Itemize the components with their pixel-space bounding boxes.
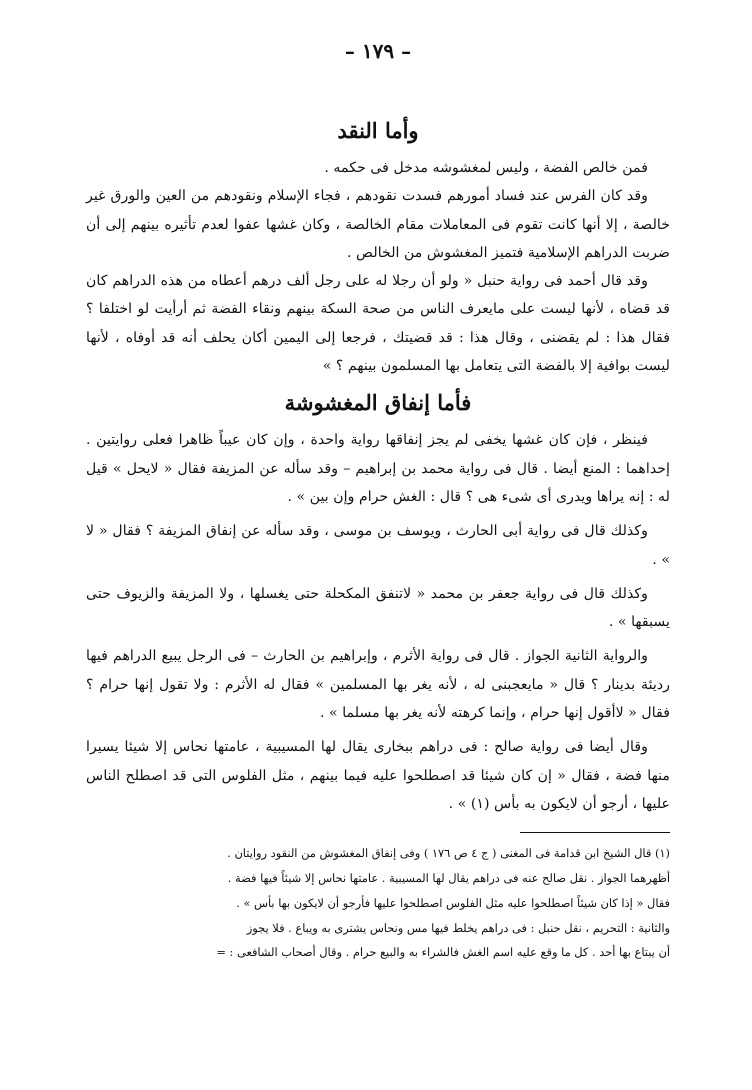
footnote-line: أن يبتاع بها أحد . كل ما وقع عليه اسم الغش فالشراء به والبيع حرام . وقال أصحاب الشافعى : = (216, 945, 670, 960)
section-title-currency: وأما النقد (337, 118, 419, 143)
paragraph-abu-harith: وكذلك قال فى رواية أبى الحارث ، ويوسف بن موسى ، وقد سأله عن إنفاق المزيفة ؟ فقال « لا » . (86, 523, 670, 568)
paragraph-silver: فمن خالص الفضة ، وليس لمغشوشه مدخل فى حكمه . (324, 160, 648, 176)
footnote-line: والثانية : التحريم ، نقل حنبل : فى دراهم يخلط فيها مس ونحاس يشترى به ويباع . فلا يجوز (246, 920, 670, 935)
footnote-line: (١) قال الشيخ ابن قدامة فى المغنى ( ج ٤ ص ١٧٦ ) وفى إنفاق المغشوش من النقود روايتان . (227, 846, 670, 861)
section-title-counterfeit: فأما إنفاق المغشوشة (284, 390, 472, 416)
footnotes (86, 841, 670, 965)
paragraph-second-narration: والرواية الثانية الجواز . قال فى رواية الأثرم ، وإبراهيم بن الحارث – فى الرجل يبيع الدراهم فيها رديئة بدينار ؟ قال « مايعجبنى له ، لأنه يغر بها المسلمين » فقال له الأثرم : ولا تقول إنها حرام ؟ فقال « لاأقول إنها حرام ، وإنما كرهته لأنه يغر بها مسلما » . (86, 648, 670, 722)
page-number: – ١٧٩ – (344, 39, 412, 63)
footnote-divider (520, 832, 670, 833)
footnote-line: فقال « إذا كان شيئاً اصطلحوا عليه مثل الفلوس اصطلحوا عليها فأرجو أن لايكون بها بأس » . (236, 895, 670, 910)
footnote-line: أظهرهما الجواز . نقل صالح عنه فى دراهم يقال لها المسيبية . عامتها نحاس إلا شيئاً فيها فضة . (227, 871, 670, 886)
paragraph-persians: وقد كان الفرس عند فساد أمورهم فسدت نقودهم ، فجاء الإسلام ونقودهم من العين والورق غير خالصة ، إلا أنها كانت تقوم فى المعاملات مقام الخالصة ، وكان غشها عفوا لعدم تأثيره بينهم إلى أن ضربت الدراهم الإسلامية فتميز المغشوش من الخالص . (86, 188, 670, 261)
paragraph-jafar: وكذلك قال فى رواية جعفر بن محمد « لاتنفق المكحلة حتى يغسلها ، ولا المزيفة والزيوف حتى يسبقها » . (86, 585, 670, 631)
paragraph-ahmad-hanbal: وقد قال أحمد فى رواية حنبل « ولو أن رجلا له على رجل ألف درهم أعطاه من هذه الدراهم كان قد قضاه ، لأنها ليست على مايعرف الناس من صحة السكة بينهم ونقاء الفضة ثم أرأيت لو اختلفا ؟ فقال هذا : لم يقضنى ، وقال هذا : قد قضيتك ، فرجعا إلى اليمين أكان يحلف أنه قد أوفاه ، لأنها ليست بوافية إلا بالفضة التى يتعامل بها المسلمون بينهم ؟ » (86, 273, 670, 375)
paragraph-inspection: فينظر ، فإن كان غشها يخفى لم يجز إنفاقها رواية واحدة ، وإن كان عيباً ظاهرا فعلى روايتين . إحداهما : المنع أيضا . قال فى رواية محمد بن إبراهيم – وقد سأله عن المزيفة فقال « لايحل » قيل له : إنه يراها ويدرى أى شىء هى ؟ قال : الغش حرام وإن بين » . (86, 432, 670, 505)
paragraph-salih: وقال أيضا فى رواية صالح : فى دراهم ببخارى يقال لها المسيبية ، عامتها نحاس إلا شيئا يسيرا منها فضة ، فقال « إن كان شيئا قد اصطلحوا عليه فيما بينهم ، مثل الفلوس التى قد اصطلح الناس عليها ، أرجو أن لايكون به بأس (١) » . (86, 739, 670, 812)
